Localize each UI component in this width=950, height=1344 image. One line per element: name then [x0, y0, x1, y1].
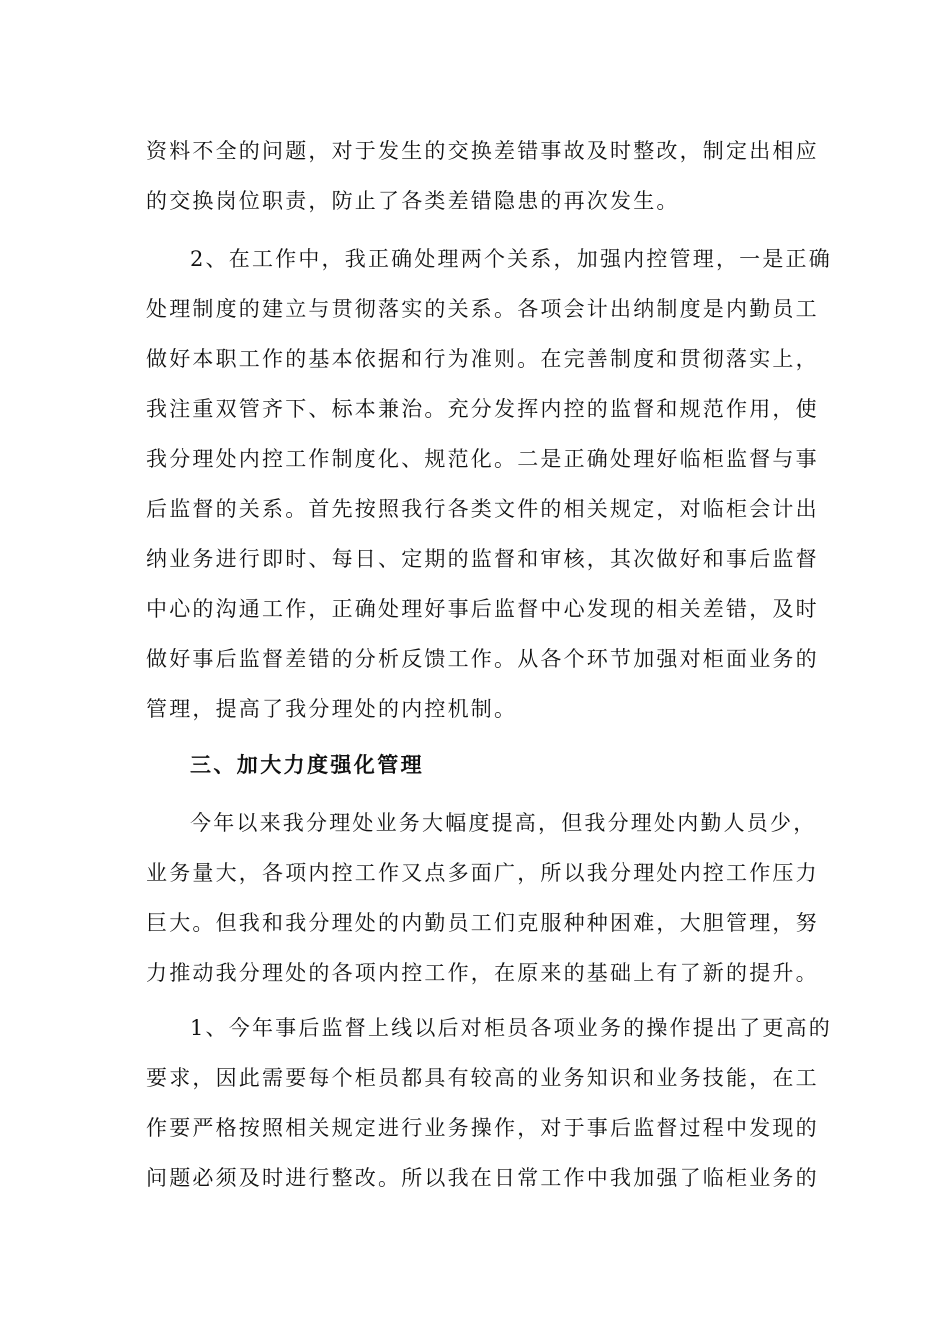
- text-line: 后监督的关系。首先按照我行各类文件的相关规定，对临柜会计出: [146, 497, 819, 521]
- text-line: 管理，提高了我分理处的内控机制。: [146, 697, 518, 721]
- text-line: 力推动我分理处的各项内控工作，在原来的基础上有了新的提升。: [146, 961, 819, 985]
- text-line: 作要严格按照相关规定进行业务操作，对于事后监督过程中发现的: [146, 1116, 819, 1140]
- text-line: 纳业务进行即时、每日、定期的监督和审核，其次做好和事后监督: [146, 547, 819, 571]
- paragraph-post-supervision: [146, 1003, 832, 1203]
- text-line: 中心的沟通工作，正确处理好事后监督中心发现的相关差错，及时: [146, 597, 819, 621]
- paragraph-workload: [146, 798, 819, 998]
- text-line: 要求，因此需要每个柜员都具有较高的业务知识和业务技能，在工: [146, 1066, 819, 1090]
- text-line: 今年以来我分理处业务大幅度提高，但我分理处内勤人员少，: [190, 811, 817, 835]
- text-line: 做好本职工作的基本依据和行为准则。在完善制度和贯彻落实上，: [146, 347, 819, 371]
- text-line: 做好事后监督差错的分析反馈工作。从各个环节加强对柜面业务的: [146, 647, 819, 671]
- text-line: 资料不全的问题，对于发生的交换差错事故及时整改，制定出相应: [146, 139, 819, 163]
- text-line: 我注重双管齐下、标本兼治。充分发挥内控的监督和规范作用，使: [146, 397, 819, 421]
- text-line: 的交换岗位职责，防止了各类差错隐患的再次发生。: [146, 189, 680, 213]
- section-heading: 三、加大力度强化管理: [190, 752, 424, 777]
- text-line: 问题必须及时进行整改。所以我在日常工作中我加强了临柜业务的: [146, 1166, 819, 1190]
- text-line: 我分理处内控工作制度化、规范化。二是正确处理好临柜监督与事: [146, 447, 819, 471]
- paragraph-internal-control: [146, 234, 832, 734]
- text-line: 2、在工作中，我正确处理两个关系，加强内控管理，一是正确: [190, 247, 832, 271]
- text-line: 1、今年事后监督上线以后对柜员各项业务的操作提出了更高的: [190, 1016, 832, 1040]
- text-line: 巨大。但我和我分理处的内勤员工们克服种种困难，大胆管理，努: [146, 911, 819, 935]
- paragraph-continuation: [146, 126, 819, 226]
- text-line: 业务量大，各项内控工作又点多面广，所以我分理处内控工作压力: [146, 861, 819, 885]
- text-line: 处理制度的建立与贯彻落实的关系。各项会计出纳制度是内勤员工: [146, 297, 819, 321]
